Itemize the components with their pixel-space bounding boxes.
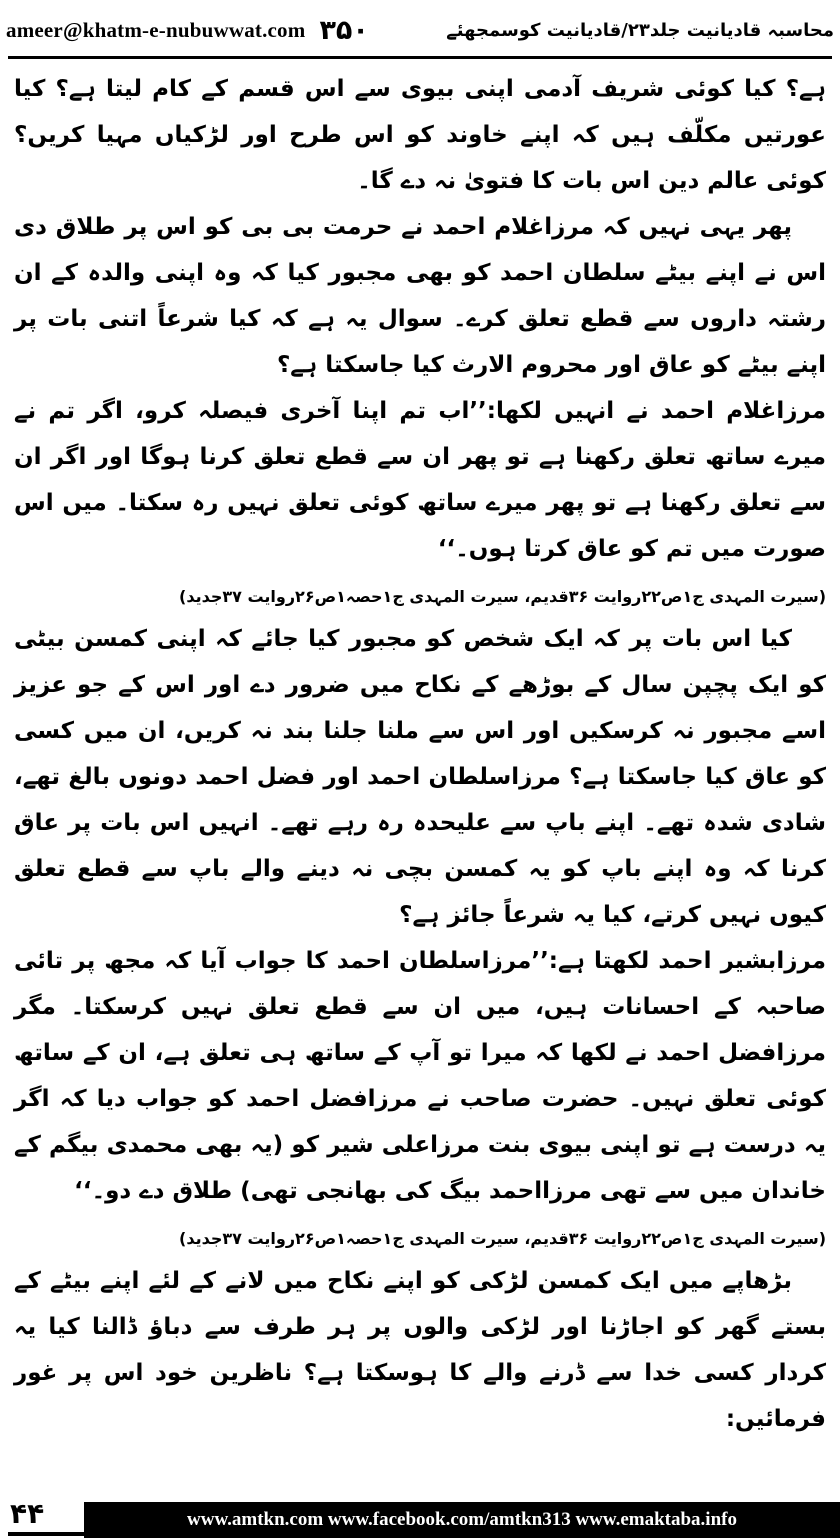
paragraph-5-quote: مرزابشیر احمد لکھتا ہے:’’مرزاسلطان احمد کا جواب آیا کہ مجھ پر تائی صاحبہ کے احسانات ہیں، میں ان سے قطع تعلق نہیں کرسکتا۔ مگر مرزافضل احمد نے لکھا کہ میرا تو آپ کے ساتھ ہی تعلق ہے، ان کے ساتھ کوئی تعلق نہیں۔ حضرت صاحب نے مرزافضل احمد کو جواب دیا کہ اگر یہ درست ہے تو اپنی بیوی بنت مرزاعلی شیر کو (یہ بھی محمدی بیگم کے خاندان میں سے تھی مرزااحمد بیگ کی بھانجی تھی) طلاق دے دو۔‘‘ [14,948,826,1204]
page-header [6,8,834,52]
paragraph-4: کیا اس بات پر کہ ایک شخص کو مجبور کیا جائے کہ اپنی کمسن بیٹی کو ایک پچپن سال کے بوڑھے کے نکاح میں ضرور دے اور اس کے جو عزیز اسے مجبور نہ کرسکیں اور اس سے ملنا جلنا بند نہ کریں، ان میں کسی کو عاق کیا جاسکتا ہے؟ مرزاسلطان احمد اور فضل احمد دونوں بالغ تھے، شادی شدہ تھے۔ اپنے باپ سے علیحدہ رہ رہے تھے۔ انہیں اس بات پر عاق کرنا کہ وہ اپنے باپ کو یہ کمسن بچی نہ دینے والے باپ سے قطع تعلق کیوں نہیں کرتے، کیا یہ شرعاً جائز ہے؟ [14,626,826,928]
footer-page-underline [8,1532,84,1536]
paragraph-2: پھر یہی نہیں کہ مرزاغلام احمد نے حرمت بی بی کو اس پر طلاق دی اس نے اپنے بیٹے سلطان احمد کو بھی مجبور کیا کہ وہ اپنی والدہ کے ان رشتہ داروں سے قطع تعلق کرے۔ سوال یہ ہے کہ کیا شرعاً اتنی بات پر اپنے بیٹے کو عاق اور محروم الارث کیا جاسکتا ہے؟ [14,214,826,378]
paragraph-3-quote: مرزاغلام احمد نے انہیں لکھا:’’اب تم اپنا آخری فیصلہ کرو، اگر تم نے میرے ساتھ تعلق رکھنا ہے تو پھر ان سے قطع تعلق کرنا ہوگا اور اگر ان سے تعلق رکھنا ہے تو پھر میرے ساتھ کوئی تعلق نہیں رہ سکتا۔ میں اس صورت میں تم کو عاق کرتا ہوں۔‘‘ [14,398,826,562]
header-left [6,15,369,46]
footer-links-bar [84,1502,840,1538]
footer-links: www.amtkn.com www.facebook.com/amtkn313 www.emaktaba.info [187,1509,737,1530]
reference-1: (سیرت المہدی ج۱ص۲۲روایت ۳۶قدیم، سیرت المہدی ج۱حصہ۱ص۲۶روایت ۳۷جدید) [179,587,826,606]
book-title: محاسبہ قادیانیت جلد۲۳/قادیانیت کوسمجھئے [446,19,834,41]
paragraph-6: بڑھاپے میں ایک کمسن لڑکی کو اپنے نکاح میں لانے کے لئے اپنے بیٹے کے بستے گھر کو اجاڑنا اور لڑکی والوں پر ہر طرف سے دباؤ ڈالنا کیا یہ کردار کسی خدا سے ڈرنے والے کا ہوسکتا ہے؟ ناظرین خود اس پر غور فرمائیں: [14,1268,826,1432]
header-email: ameer@khatm-e-nubuwwat.com [6,17,306,42]
header-divider [8,56,832,59]
page-body [14,66,826,1442]
page-number: ۳۵۰ [319,14,369,46]
reference-2: (سیرت المہدی ج۱ص۲۲روایت ۳۶قدیم، سیرت المہدی ج۱حصہ۱ص۲۶روایت ۳۷جدید) [179,1229,826,1248]
page-footer [0,1498,840,1540]
footer-page-mark: ۴۴ [10,1496,45,1530]
paragraph-1: ہے؟ کیا کوئی شریف آدمی اپنی بیوی سے اس قسم کے کام لیتا ہے؟ کیا عورتیں مکلّف ہیں کہ اپنے خاوند کو اس طرح اور لڑکیاں مہیا کریں؟ کوئی عالم دین اس بات کا فتویٰ نہ دے گا۔ [14,76,826,194]
